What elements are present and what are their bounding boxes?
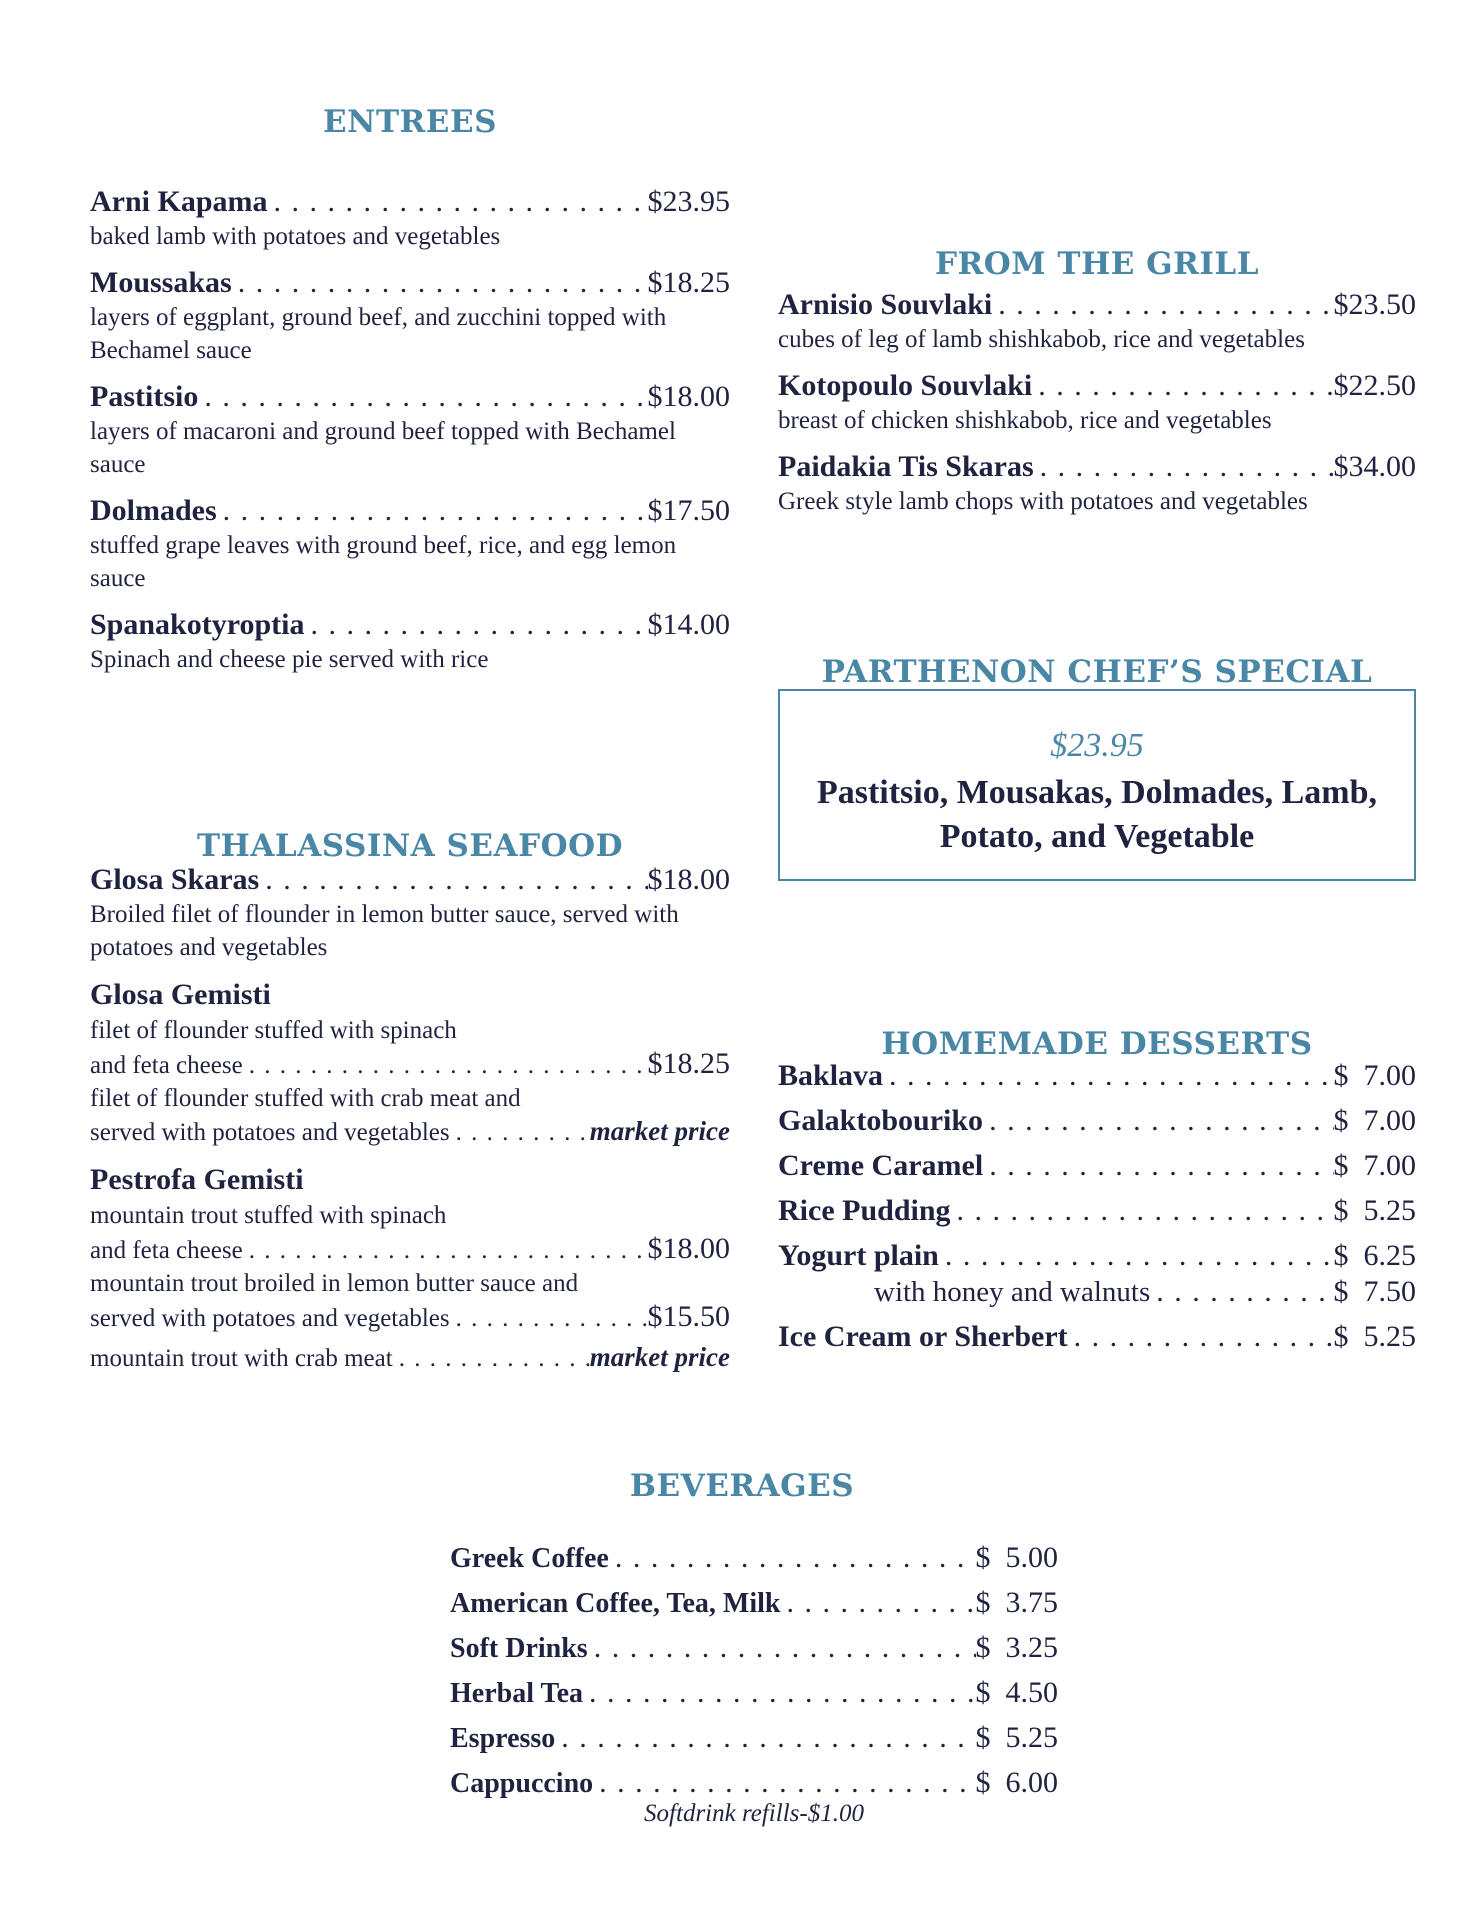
item-name: Paidakia Tis Skaras xyxy=(778,450,1034,483)
menu-item xyxy=(90,379,730,481)
item-name: Kotopoulo Souvlaki xyxy=(778,369,1033,402)
item-name: Spanakotyroptia xyxy=(90,608,305,641)
leader-dots xyxy=(583,1675,975,1711)
item-price: $ 5.25 xyxy=(1333,1320,1416,1353)
menu-item xyxy=(778,1238,1416,1274)
leader-dots xyxy=(243,1234,648,1267)
menu-item xyxy=(90,265,730,367)
menu-item xyxy=(450,1765,1058,1802)
item-description: layers of eggplant, ground beef, and zucchini topped with Bechamel sauce xyxy=(90,304,667,364)
leader-dots xyxy=(393,1342,590,1375)
item-name: Ice Cream or Sherbert xyxy=(778,1320,1068,1353)
item-name: Herbal Tea xyxy=(450,1678,584,1709)
item-price: $ 7.50 xyxy=(1333,1275,1416,1308)
item-description: Greek style lamb chops with potatoes and vegetables xyxy=(778,488,1308,515)
refill-note: Softdrink refills-$1.00 xyxy=(644,1800,864,1827)
item-description: Spinach and cheese pie served with rice xyxy=(90,646,489,673)
item-price: $ 5.25 xyxy=(975,1721,1058,1754)
special-price: $23.95 xyxy=(1050,727,1144,764)
item-name: Arni Kapama xyxy=(90,185,268,218)
leader-dots xyxy=(243,1049,648,1082)
leader-dots xyxy=(983,1103,1333,1139)
item-description: filet of flounder stuffed with crab meat and xyxy=(90,1085,521,1112)
grill-list xyxy=(778,287,1416,530)
item-option: served with potatoes and vegetables xyxy=(90,1119,450,1146)
leader-dots xyxy=(593,1765,975,1801)
item-price: $ 6.00 xyxy=(975,1766,1058,1799)
item-price: $ 4.50 xyxy=(975,1676,1058,1709)
menu-item xyxy=(778,1103,1416,1139)
entrees-list xyxy=(90,184,730,688)
item-price: $23.95 xyxy=(647,185,730,218)
leader-dots xyxy=(259,862,647,898)
leader-dots xyxy=(198,379,647,415)
leader-dots xyxy=(450,1302,648,1335)
item-option: served with potatoes and vegetables xyxy=(90,1305,450,1332)
item-name: Soft Drinks xyxy=(450,1633,588,1664)
leader-dots xyxy=(781,1585,976,1621)
item-price: $34.00 xyxy=(1333,450,1416,483)
leader-dots xyxy=(268,184,648,220)
leader-dots xyxy=(1034,449,1334,485)
menu-item xyxy=(90,607,730,676)
entrees-heading: ENTREES xyxy=(323,104,497,140)
item-description: mountain trout stuffed with spinach xyxy=(90,1202,447,1229)
item-option: and feta cheese xyxy=(90,1237,243,1264)
item-price: $18.00 xyxy=(647,863,730,896)
item-name: Dolmades xyxy=(90,494,217,527)
item-description: layers of macaroni and ground beef topped with Bechamel sauce xyxy=(90,418,676,478)
desserts-heading: HOMEMADE DESSERTS xyxy=(881,1026,1313,1062)
seafood-heading: THALASSINA SEAFOOD xyxy=(196,828,623,864)
leader-dots xyxy=(1150,1274,1333,1310)
item-price: $ 5.00 xyxy=(975,1541,1058,1574)
menu-item xyxy=(450,1540,1058,1577)
beverages-heading: BEVERAGES xyxy=(629,1468,855,1504)
item-price: $ 3.75 xyxy=(975,1586,1058,1619)
menu-item xyxy=(90,862,730,964)
leader-dots xyxy=(1032,368,1333,404)
item-name: Pestrofa Gemisti xyxy=(90,1163,304,1196)
leader-dots xyxy=(450,1116,590,1149)
special-items-line: Potato, and Vegetable xyxy=(939,818,1255,855)
item-price: $ 7.00 xyxy=(1333,1149,1416,1182)
menu-item xyxy=(778,287,1416,356)
leader-dots xyxy=(555,1720,975,1756)
item-description: filet of flounder stuffed with spinach xyxy=(90,1017,457,1044)
menu-item xyxy=(778,1148,1416,1184)
menu-item xyxy=(90,976,730,1149)
menu-item xyxy=(778,1319,1416,1355)
item-name: Cappuccino xyxy=(450,1768,594,1799)
leader-dots xyxy=(1068,1319,1334,1355)
item-name: Glosa Skaras xyxy=(90,863,260,896)
leader-dots xyxy=(883,1058,1333,1094)
item-description: stuffed grape leaves with ground beef, rice, and egg lemon sauce xyxy=(90,532,677,592)
item-description: mountain trout broiled in lemon butter sauce and xyxy=(90,1270,579,1297)
item-name: Galaktobouriko xyxy=(778,1104,984,1137)
menu-item xyxy=(778,449,1416,518)
item-price: $15.50 xyxy=(647,1300,730,1333)
item-price: $18.00 xyxy=(647,380,730,413)
item-price: market price xyxy=(589,1116,730,1146)
item-name: Yogurt plain xyxy=(778,1239,939,1272)
item-price: $18.00 xyxy=(647,1232,730,1265)
special-items xyxy=(780,771,1414,859)
leader-dots xyxy=(992,287,1333,323)
item-option: mountain trout with crab meat xyxy=(90,1345,393,1372)
special-box xyxy=(778,689,1416,881)
item-description: Broiled filet of flounder in lemon butter sauce, served with potatoes and vegetables xyxy=(90,901,679,961)
item-name: Pastitsio xyxy=(90,380,199,413)
menu-item xyxy=(90,493,730,595)
item-price: $ 7.00 xyxy=(1333,1104,1416,1137)
grill-heading: FROM THE GRILL xyxy=(935,246,1259,282)
item-name: Arnisio Souvlaki xyxy=(778,288,993,321)
menu-item xyxy=(90,1161,730,1375)
leader-dots xyxy=(983,1148,1333,1184)
item-price: $14.00 xyxy=(647,608,730,641)
menu-item xyxy=(778,1274,1416,1310)
item-option: with honey and walnuts xyxy=(874,1276,1151,1308)
leader-dots xyxy=(939,1238,1334,1274)
item-description: cubes of leg of lamb shishkabob, rice and vegetables xyxy=(778,326,1305,353)
menu-item xyxy=(450,1585,1058,1622)
beverages-list xyxy=(450,1540,1058,1802)
item-name: Espresso xyxy=(450,1723,556,1754)
item-price: $22.50 xyxy=(1333,369,1416,402)
menu-item xyxy=(450,1630,1058,1667)
item-price: $ 3.25 xyxy=(975,1631,1058,1664)
item-price: $18.25 xyxy=(647,266,730,299)
item-price: $ 6.25 xyxy=(1333,1239,1416,1272)
desserts-list xyxy=(778,1058,1416,1355)
menu-item xyxy=(778,1058,1416,1094)
leader-dots xyxy=(588,1630,976,1666)
item-price: market price xyxy=(589,1342,730,1372)
item-name: Baklava xyxy=(778,1059,884,1092)
menu-item xyxy=(450,1675,1058,1712)
seafood-list xyxy=(90,862,730,1387)
menu-item xyxy=(778,368,1416,437)
item-price: $18.25 xyxy=(647,1047,730,1080)
item-name: Glosa Gemisti xyxy=(90,978,271,1011)
item-name: Creme Caramel xyxy=(778,1149,984,1182)
item-price: $ 5.25 xyxy=(1333,1194,1416,1227)
item-price: $23.50 xyxy=(1333,288,1416,321)
item-description: baked lamb with potatoes and vegetables xyxy=(90,223,501,250)
leader-dots xyxy=(951,1193,1334,1229)
menu-item xyxy=(450,1720,1058,1757)
item-price: $ 7.00 xyxy=(1333,1059,1416,1092)
item-option: and feta cheese xyxy=(90,1052,243,1079)
special-items-line: Pastitsio, Mousakas, Dolmades, Lamb, xyxy=(816,774,1378,811)
leader-dots xyxy=(217,493,648,529)
item-name: Moussakas xyxy=(90,266,232,299)
item-description: breast of chicken shishkabob, rice and vegetables xyxy=(778,407,1272,434)
item-price: $17.50 xyxy=(647,494,730,527)
item-name: American Coffee, Tea, Milk xyxy=(450,1588,781,1619)
menu-item xyxy=(778,1193,1416,1229)
leader-dots xyxy=(305,607,648,643)
leader-dots xyxy=(232,265,648,301)
menu-item xyxy=(90,184,730,253)
item-name: Greek Coffee xyxy=(450,1543,609,1574)
special-heading: PARTHENON CHEF’S SPECIAL xyxy=(821,654,1373,690)
leader-dots xyxy=(609,1540,976,1576)
item-name: Rice Pudding xyxy=(778,1194,951,1227)
